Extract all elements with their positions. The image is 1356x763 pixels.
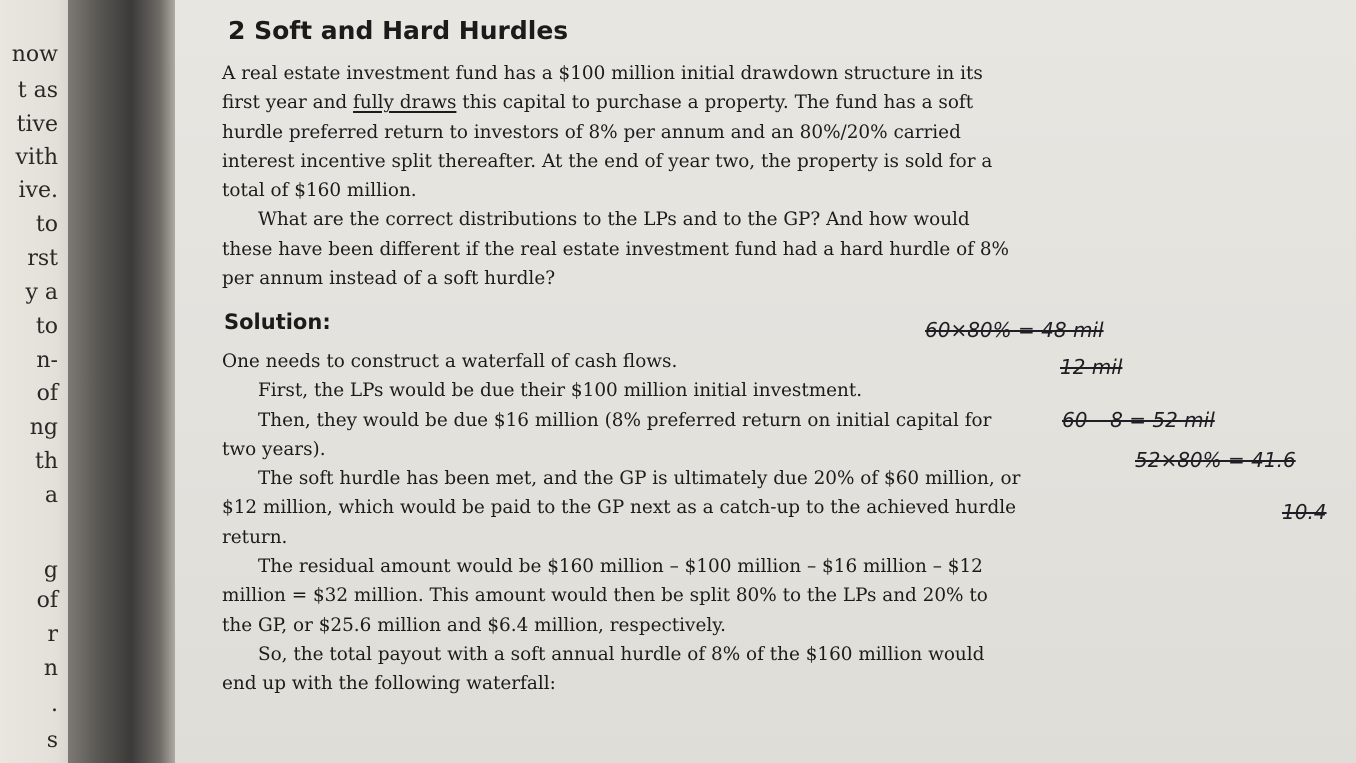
handwritten-note: 52×80% = 41.6 — [1135, 448, 1296, 472]
left-page-fragment: of — [36, 588, 58, 613]
solution-paragraph: First, the LPs would be due their $100 million initial investment. — [258, 380, 863, 402]
left-page-fragment: . — [51, 692, 58, 717]
solution-paragraph: Then, they would be due $16 million (8% preferred return on initial capital for two years). — [222, 409, 992, 460]
solution-paragraph: So, the total payout with a soft annual hurdle of 8% of the $160 million would end up with the following waterfall: — [222, 643, 985, 695]
left-page-fragment: a — [44, 483, 58, 508]
left-page-fragment: of — [36, 381, 58, 406]
left-page-fragment: rst — [27, 246, 58, 271]
left-page-fragment: n — [43, 656, 58, 681]
left-page-fragment: y a — [25, 280, 58, 305]
handwritten-note: 60×80% = 48 mil — [925, 318, 1104, 342]
book-gutter — [68, 0, 183, 763]
solution-label: Solution: — [224, 310, 331, 334]
problem-paragraph: A real estate investment fund has a $100 million initial drawdown structure in its first year and fully draws this capital to purchase a property. The fund has a soft hurdle preferred return to investors of 8% per annum and an 80%/20% carried interest incentive split thereafter. At the end of year two, the property is sold for a total of $160 million. — [222, 63, 993, 202]
underlined-phrase: fully draws — [353, 92, 457, 114]
section-heading: 2 Soft and Hard Hurdles — [228, 16, 569, 45]
left-page-fragment: to — [35, 212, 58, 237]
handwritten-note: 60 – 8 = 52 mil — [1062, 408, 1215, 432]
left-page-fragment: th — [34, 449, 58, 474]
left-page-fragment: ive. — [18, 178, 58, 203]
solution-paragraph: The residual amount would be $160 million – $100 million – $16 million – $12 million = $32 million. This amount would then be split 80% to the LPs and 20% to the GP, or $25.6 million and $6.4 million, respectively. — [222, 556, 988, 636]
left-page-fragment: g — [43, 558, 58, 583]
problem-question: What are the correct distributions to the LPs and to the GP? And how would these have been different if the real estate investment fund had a hard hurdle of 8% per annum instead of a soft hurdle? — [222, 209, 1010, 290]
solution-paragraph: The soft hurdle has been met, and the GP is ultimately due 20% of $60 million, or $12 million, which would be paid to the GP next as a catch-up to the achieved hurdle return. — [222, 468, 1021, 548]
left-page-fragment: now — [11, 42, 58, 67]
handwritten-note: 10.4 — [1282, 500, 1327, 524]
left-page-fragment: n- — [36, 348, 58, 373]
left-page-fragment: vith — [15, 145, 58, 170]
handwritten-note: 12 mil — [1060, 355, 1123, 379]
solution-text — [222, 347, 1022, 699]
left-page-fragment: ng — [29, 415, 58, 440]
problem-statement — [222, 59, 1022, 293]
solution-paragraph: One needs to construct a waterfall of cash flows. — [222, 351, 678, 372]
left-page-fragment: to — [35, 314, 58, 339]
left-page-fragment: s — [46, 728, 58, 753]
left-page-fragment: t as — [17, 78, 58, 103]
left-page-fragment: tive — [16, 112, 58, 137]
left-page-fragment: r — [47, 622, 58, 647]
